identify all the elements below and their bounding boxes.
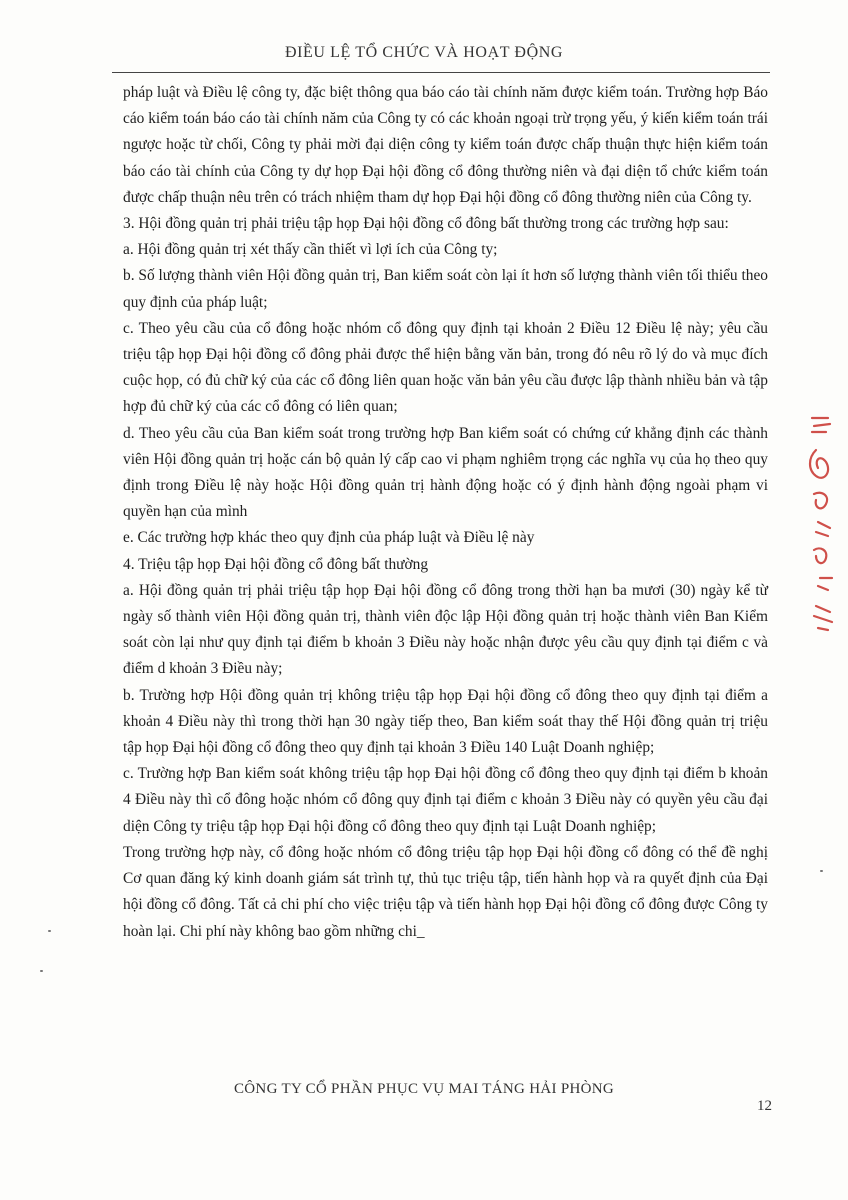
paragraph-closing: Trong trường hợp này, cổ đông hoặc nhóm cổ đông triệu tập họp Đại hội đồng cổ đông có thể đề nghị Cơ quan đăng ký kinh doanh giám sát trình tự, thủ tục triệu tập, tiến hành họp và ra quyết định của Đại hội đồng cổ đông. Tất cả chi phí cho việc triệu tập và tiến hành họp Đại hội đồng cổ đông được Công ty hoàn lại. Chi phí này không bao gồm những chi_ bbox=[123, 843, 768, 940]
paragraph-clause-3e: e. Các trường hợp khác theo quy định của pháp luật và Điều lệ này bbox=[123, 529, 535, 547]
paragraph-clause-3d: d. Theo yêu cầu của Ban kiểm soát trong trường hợp Ban kiểm soát có chứng cứ khẳng định các thành viên Hội đồng quản trị hoặc cán bộ quản lý cấp cao vi phạm nghiêm trọng các nghĩa vụ của họ theo quy định trong Điều lệ này hoặc Hội đồng quản trị hành động hoặc có ý định hành động ngoài phạm vi quyền hạn của mình bbox=[123, 424, 768, 521]
paragraph-clause-3: 3. Hội đồng quản trị phải triệu tập họp Đại hội đồng cổ đông bất thường trong các trường hợp sau: bbox=[123, 215, 729, 233]
paragraph-clause-4a: a. Hội đồng quản trị phải triệu tập họp Đại hội đồng cổ đông trong thời hạn ba mươi (30) ngày kể từ ngày số thành viên Hội đồng quản trị, thành viên độc lập Hội đồng quản trị hoặc thành viên Ban Kiểm soát còn lại như quy định tại điểm b khoản 3 Điều này hoặc nhận được yêu cầu quy định tại điểm c và điểm d khoản 3 Điều này; bbox=[123, 581, 768, 678]
paragraph-continuation: pháp luật và Điều lệ công ty, đặc biệt thông qua báo cáo tài chính năm được kiểm toán. Trường hợp Báo cáo kiểm toán báo cáo tài chính năm của Công ty có các khoản ngoại trừ trọng yếu, ý kiến kiểm toán trái ngược hoặc từ chối, Công ty phải mời đại diện công ty kiểm toán được chấp thuận thực hiện kiểm toán báo cáo tài chính của Công ty dự họp Đại hội đồng cổ đông thường niên và đại diện tổ chức kiểm toán được chấp thuận nêu trên có trách nhiệm tham dự họp Đại hội đồng cổ đông thường niên của Công ty. bbox=[123, 84, 768, 206]
paragraph-clause-3b: b. Số lượng thành viên Hội đồng quản trị, Ban kiểm soát còn lại ít hơn số lượng thành viên tối thiểu theo quy định của pháp luật; bbox=[123, 267, 768, 311]
paragraph-clause-3a: a. Hội đồng quản trị xét thấy cần thiết vì lợi ích của Công ty; bbox=[123, 241, 498, 259]
scan-speck bbox=[48, 930, 51, 932]
page-number: 12 bbox=[757, 1098, 772, 1114]
scan-speck bbox=[820, 870, 823, 872]
page-footer: CÔNG TY CỔ PHẦN PHỤC VỤ MAI TÁNG HẢI PHÒNG bbox=[234, 1081, 614, 1097]
document-body bbox=[123, 80, 768, 945]
paragraph-clause-4c: c. Trường hợp Ban kiểm soát không triệu tập họp Đại hội đồng cổ đông theo quy định tại điểm b khoản 4 Điều này thì cổ đông hoặc nhóm cổ đông quy định tại điểm c khoản 3 Điều này có quyền yêu cầu đại diện Công ty triệu tập họp Đại hội đồng cổ đông theo quy định tại Luật Doanh nghiệp; bbox=[123, 765, 768, 835]
paragraph-clause-3c: c. Theo yêu cầu của cổ đông hoặc nhóm cổ đông quy định tại khoản 2 Điều 12 Điều lệ này; yêu cầu triệu tập họp Đại hội đồng cổ đông phải được thể hiện bằng văn bản, trong đó nêu rõ lý do và mục đích cuộc họp, có đủ chữ ký của các cổ đông liên quan hoặc văn bản yêu cầu được lập thành nhiều bản và tập hợp đủ chữ ký của các cổ đông có liên quan; bbox=[123, 319, 768, 416]
margin-stamp-mark bbox=[802, 410, 842, 635]
header-divider bbox=[112, 72, 770, 73]
page-header: ĐIỀU LỆ TỔ CHỨC VÀ HOẠT ĐỘNG bbox=[284, 44, 564, 61]
scan-speck bbox=[40, 970, 43, 972]
paragraph-clause-4: 4. Triệu tập họp Đại hội đồng cổ đông bất thường bbox=[123, 555, 429, 573]
paragraph-clause-4b: b. Trường hợp Hội đồng quản trị không triệu tập họp Đại hội đồng cổ đông theo quy định tại điểm a khoản 4 Điều này thì trong thời hạn 30 ngày tiếp theo, Ban kiểm soát thay thế Hội đồng quản trị triệu tập họp Đại hội đồng cổ đông theo quy định tại khoản 3 Điều 140 Luật Doanh nghiệp; bbox=[123, 686, 768, 757]
